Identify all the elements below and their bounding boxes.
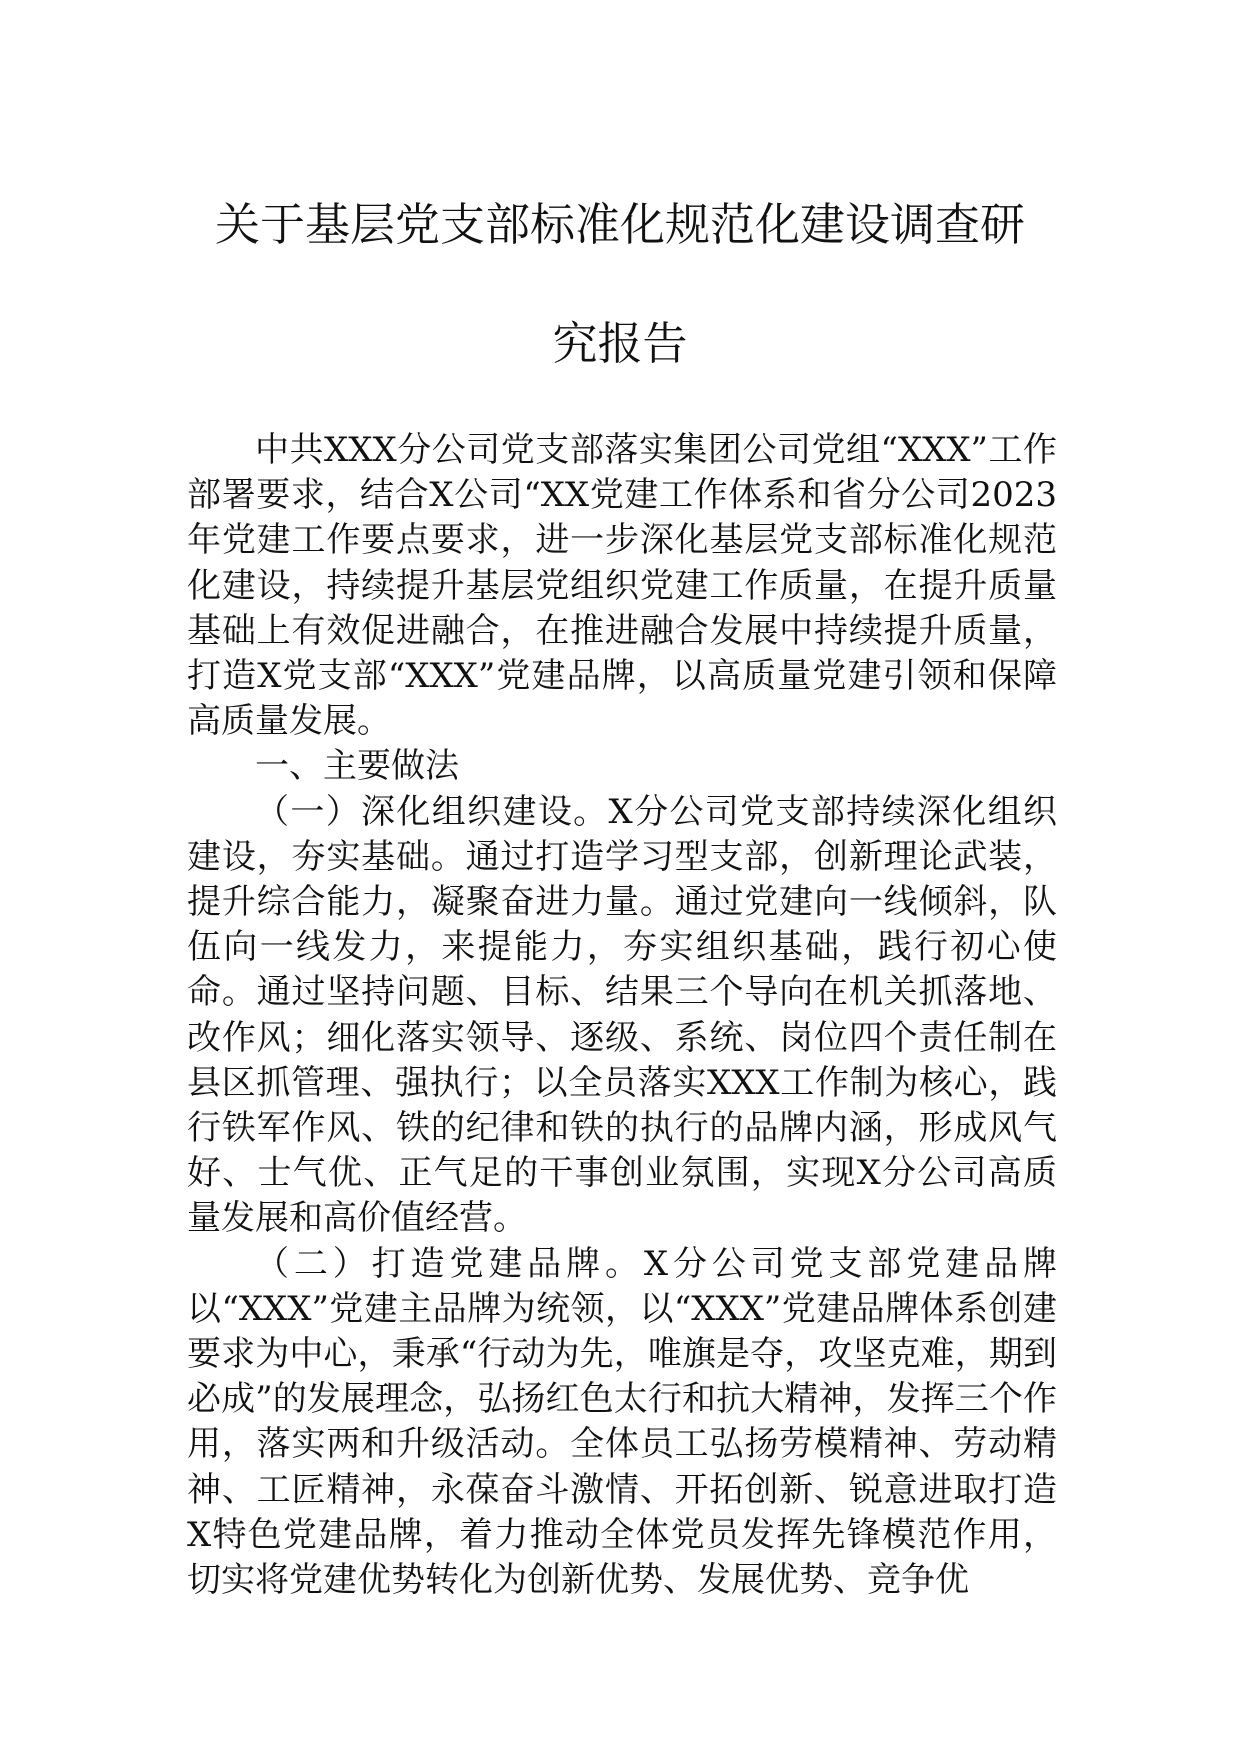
- document-title-line-1: 关于基层党支部标准化规范化建设调查研: [214, 198, 1025, 251]
- document-title-line-2: 究报告: [552, 317, 688, 370]
- paragraph-organization-building: （一）深化组织建设。X分公司党支部持续深化组织建设，夯实基础。通过打造学习型支部，创新理论武装，提升综合能力，凝聚奋进力量。通过党建向一线倾斜，队伍向一线发力，来提能力，夯实组织基础，践行初心使命。通过坚持问题、目标、结果三个导向在机关抓落地、改作风；细化落实领导、逐级、系统、岗位四个责任制在县区抓管理、强执行；以全员落实XXX工作制为核心，践行铁军作风、铁的纪律和铁的执行的品牌内涵，形成风气好、士气优、正气足的干事创业氛围，实现X分公司高质量发展和高价值经营。: [187, 791, 1057, 1239]
- intro-paragraph: 中共XXX分公司党支部落实集团公司党组“XXX”工作部署要求，结合X公司“XX党建工作体系和省分公司2023年党建工作要点要求，进一步深化基层党支部标准化规范化建设，持续提升基层党组织党建工作质量，在提升质量基础上有效促进融合，在推进融合发展中持续提升质量，打造X党支部“XXX”党建品牌，以高质量党建引领和保障高质量发展。: [187, 430, 1057, 742]
- paragraph-party-brand: （二）打造党建品牌。X分公司党支部党建品牌以“XXX”党建主品牌为统领，以“XXX”党建品牌体系创建要求为中心，秉承“行动为先，唯旗是夺，攻坚克难，期到必成”的发展理念，弘扬红色太行和抗大精神，发挥三个作用，落实两和升级活动。全体员工弘扬劳模精神、劳动精神、工匠精神，永葆奋斗激情、开拓创新、锐意进取打造X特色党建品牌，着力推动全体党员发挥先锋模范作用，切实将党建优势转化为创新优势、发展优势、竞争优: [187, 1243, 1057, 1601]
- document-body: [187, 428, 1057, 1603]
- section-heading-main-practices: 一、主要做法: [255, 746, 459, 787]
